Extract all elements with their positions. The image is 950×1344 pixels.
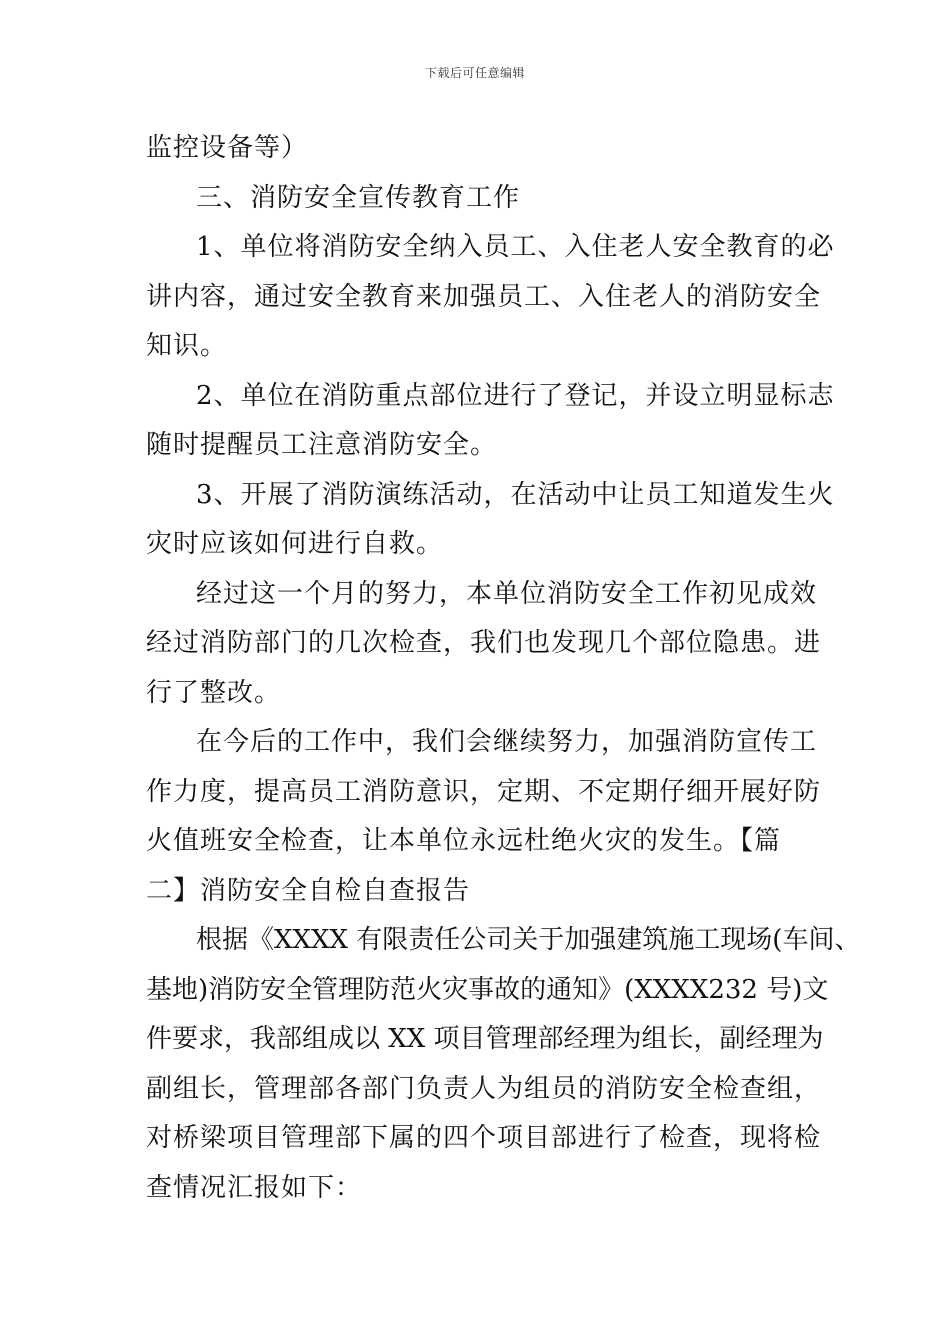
text-line: 知识。 [146, 331, 228, 361]
text-line: 件要求，我部组成以 XX 项目管理部经理为组长，副经理为 [146, 1024, 824, 1054]
text-line: 行了整改。 [146, 677, 282, 708]
text-line: 经过消防部门的几次检查，我们也发现几个部位隐患。进 [146, 628, 822, 658]
text-line: 作力度，提高员工消防意识，定期、不定期仔细开展好防 [146, 776, 822, 807]
text-line: 副组长，管理部各部门负责人为组员的消防安全检查组， [146, 1073, 822, 1104]
text-line: 2、单位在消防重点部位进行了登记，并设立明显标志 [196, 380, 835, 411]
text-line: 对桥梁项目管理部下属的四个项目部进行了检查，现将检 [146, 1123, 822, 1153]
section-heading: 三、消防安全宣传教育工作 [196, 182, 521, 213]
text-line: 随时提醒员工注意消防安全。 [146, 430, 498, 460]
section-heading: 二】消防安全自检自查报告 [146, 875, 471, 906]
text-line: 基地)消防安全管理防范火灾事故的通知》(XXXX232 号)文 [146, 974, 829, 1005]
document-body [146, 124, 861, 1213]
text-line: 监控设备等） [146, 133, 309, 163]
text-line: 灾时应该如何进行自救。 [146, 529, 444, 559]
text-line: 根据《XXXX 有限责任公司关于加强建筑施工现场(车间、 [196, 925, 861, 955]
text-line: 经过这一个月的努力，本单位消防安全工作初见成效 [196, 578, 818, 609]
text-line: 1、单位将消防安全纳入员工、入住老人安全教育的必 [196, 232, 835, 262]
text-line: 在今后的工作中，我们会继续努力，加强消防宣传工 [196, 727, 818, 757]
text-line: 查情况汇报如下： [146, 1172, 363, 1203]
text-line: 火值班安全检查，让本单位永远杜绝火灾的发生。【篇 [146, 826, 782, 856]
page-header: 下载后可任意编辑 [424, 66, 525, 80]
text-line: 3、开展了消防演练活动，在活动中让员工知道发生火 [196, 479, 835, 510]
text-line: 讲内容，通过安全教育来加强员工、入住老人的消防安全 [146, 281, 822, 312]
